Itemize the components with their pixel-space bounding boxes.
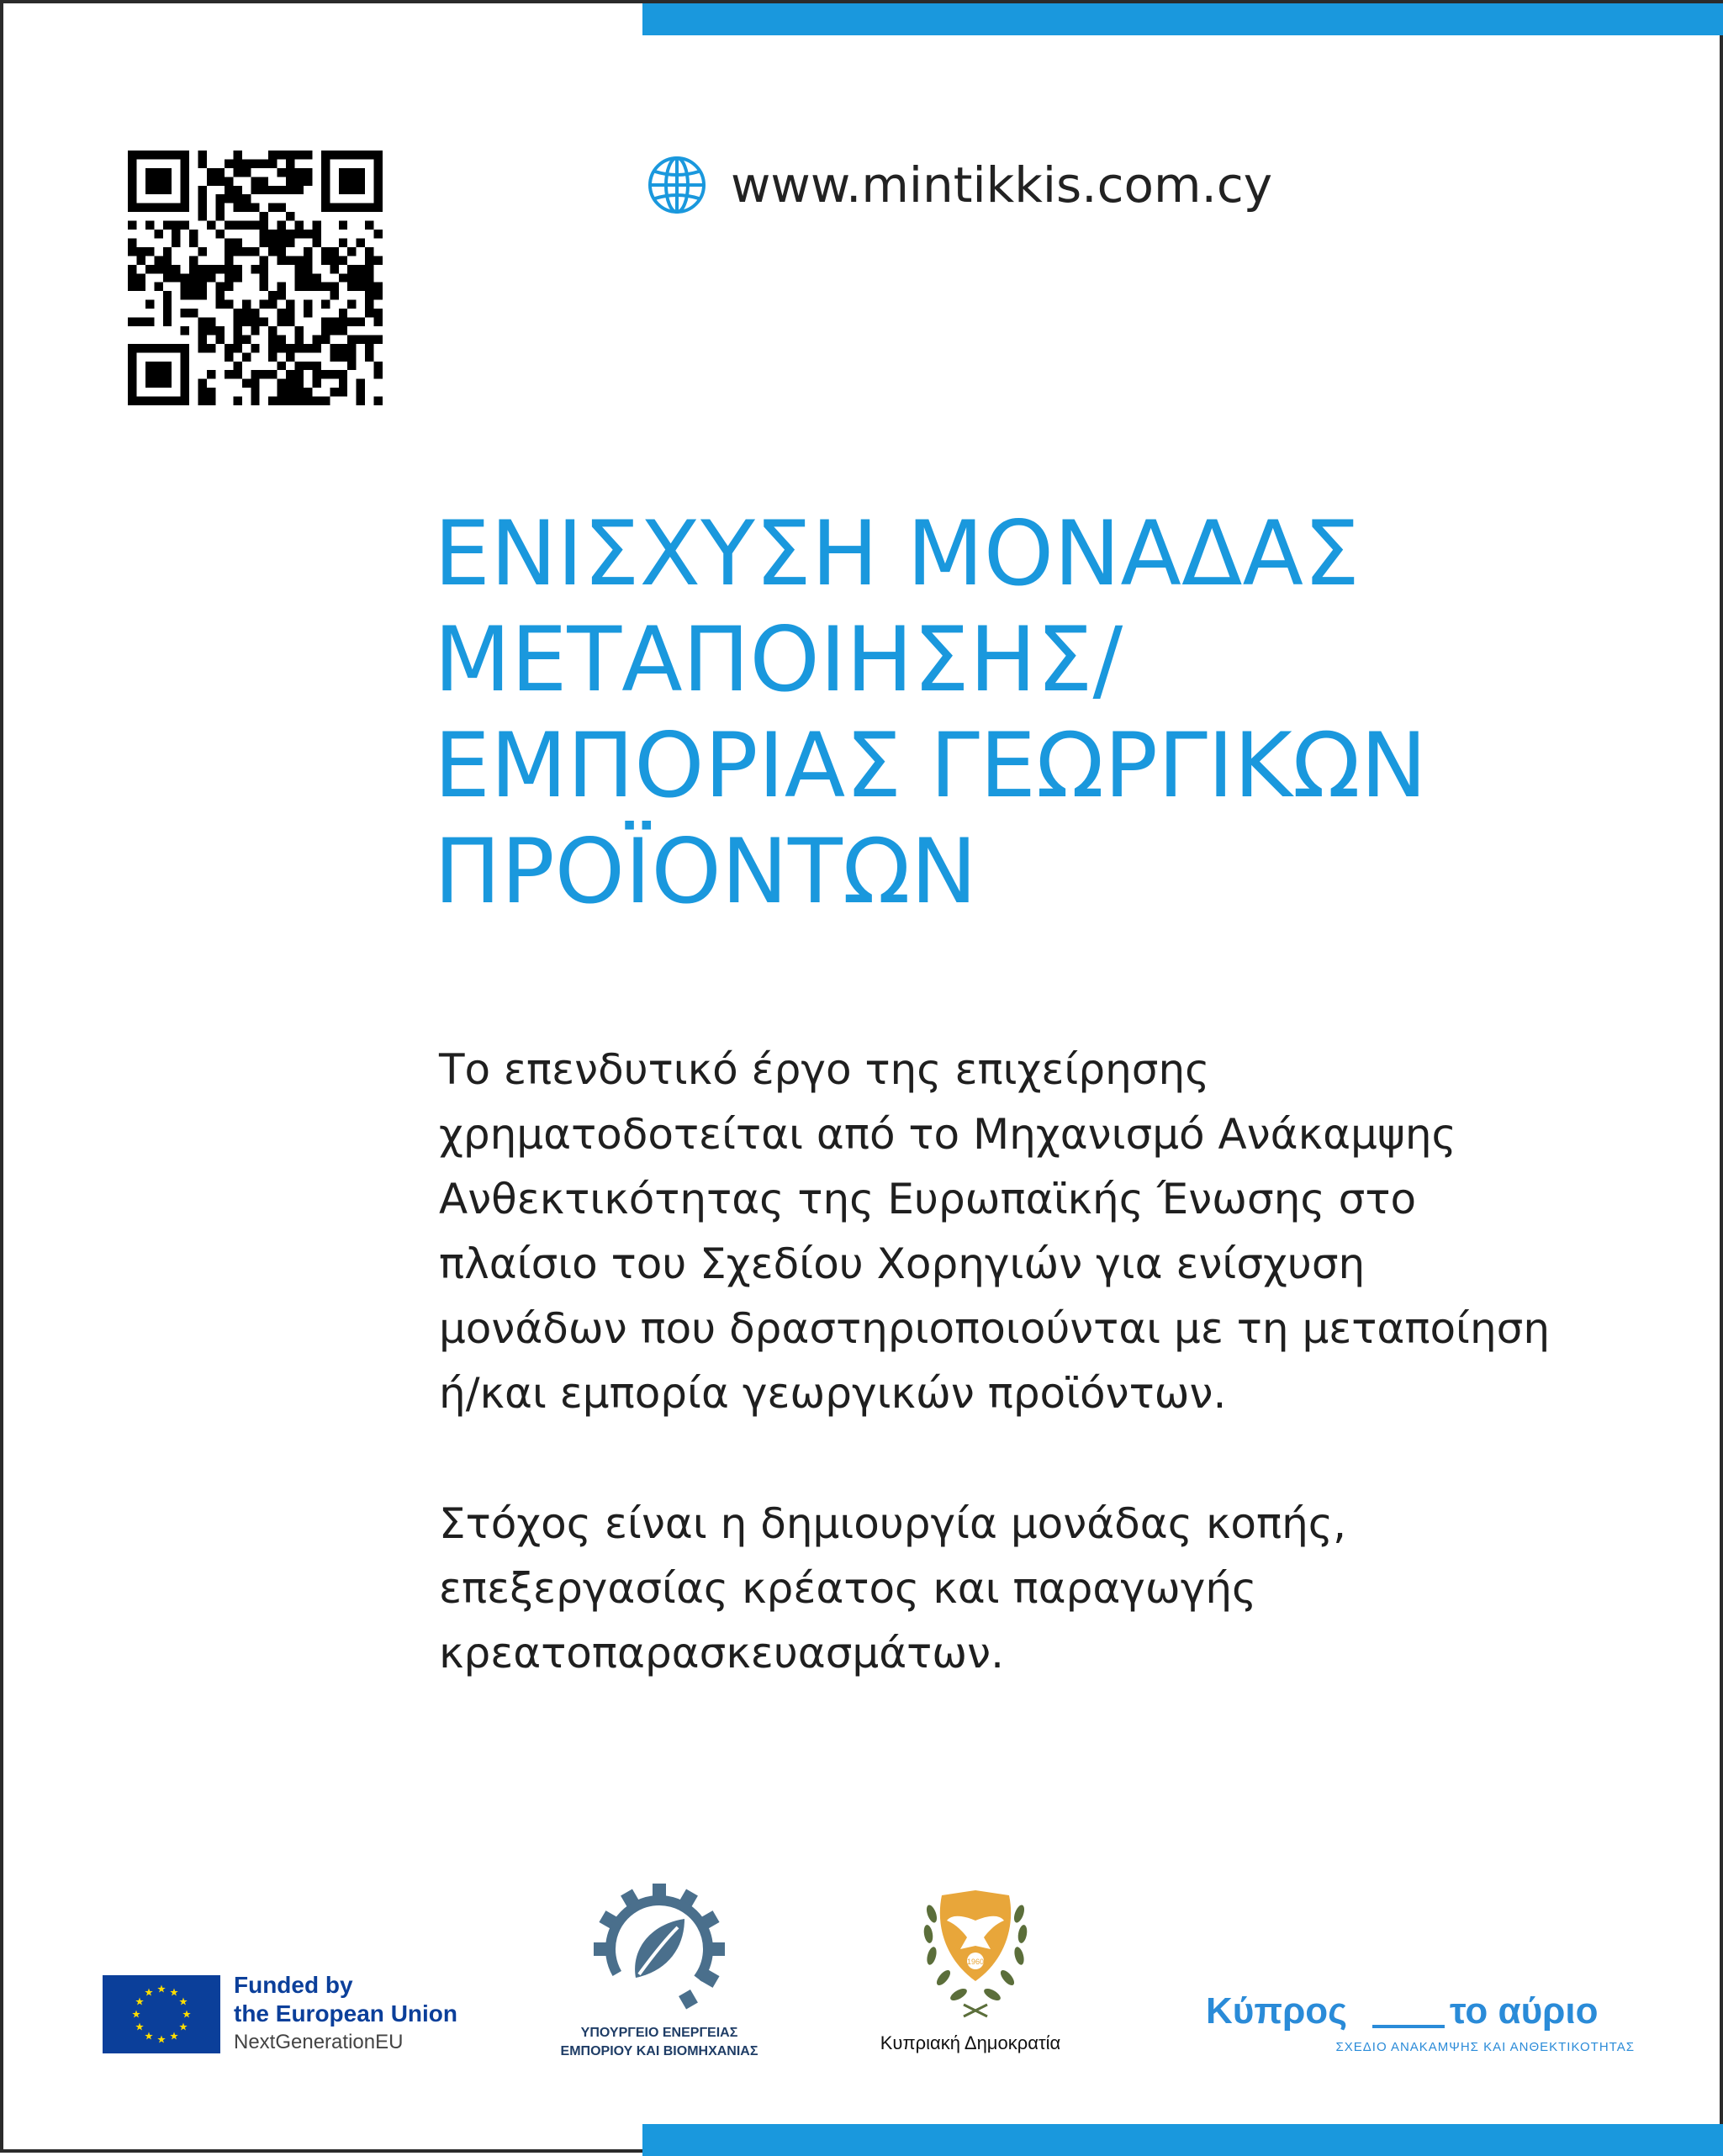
title-line: ΕΝΙΣΧΥΣΗ ΜΟΝΑΔΑΣ bbox=[434, 502, 1360, 605]
ministry-logo-text bbox=[525, 2024, 794, 2061]
page-title bbox=[434, 501, 1678, 925]
text-line: ή/και εμπορία γεωργικών προϊόντων. bbox=[439, 1369, 1227, 1418]
eu-flag-icon bbox=[103, 1975, 220, 2053]
cyprus-republic-label: Κυπριακή Δημοκρατία bbox=[880, 2032, 1061, 2053]
cyprus-crest-icon bbox=[913, 1877, 1038, 2028]
qr-code[interactable] bbox=[128, 151, 383, 405]
kypros-to-avrio-logo bbox=[1206, 1988, 1635, 2054]
crest-year: 1960 bbox=[966, 1958, 985, 1966]
to-avrio-label: το αύριο bbox=[1450, 1990, 1599, 2032]
eu-nextgen-label: NextGenerationEU bbox=[234, 2031, 404, 2053]
text-line: Στόχος είναι η δημιουργία μονάδας κοπής, bbox=[439, 1499, 1347, 1548]
recovery-plan-subtitle: ΣΧΕΔΙΟ ΑΝΑΚΑΜΨΗΣ ΚΑΙ ΑΝΘΕΚΤΙΚΟΤΗΤΑΣ bbox=[1335, 2040, 1635, 2054]
kypros-label: Κύπρος bbox=[1206, 1990, 1348, 2032]
text-line: χρηματοδοτείται από το Μηχανισμό Ανάκαμψης bbox=[439, 1110, 1456, 1159]
title-line: ΠΡΟΪΟΝΤΩΝ bbox=[434, 820, 978, 923]
website-url[interactable]: www.mintikkis.com.cy bbox=[731, 156, 1273, 214]
text-line: μονάδων που δραστηριοποιούνται με τη μεταποίηση bbox=[439, 1304, 1551, 1353]
text-line: Το επενδυτικό έργο της επιχείρησης bbox=[439, 1045, 1210, 1094]
eu-funded-line1: Funded by bbox=[234, 1972, 353, 1998]
goal-paragraph bbox=[439, 1492, 1683, 1686]
globe-icon bbox=[647, 155, 707, 215]
description-paragraph bbox=[439, 1038, 1683, 1426]
top-accent-bar bbox=[642, 3, 1723, 35]
text-line: κρεατοπαρασκευασμάτων. bbox=[439, 1629, 1004, 1678]
text-line: Ανθεκτικότητας της Ευρωπαϊκής Ένωσης στο bbox=[439, 1175, 1417, 1223]
eu-funding-logo bbox=[234, 1971, 457, 2057]
ministry-gear-leaf-icon bbox=[590, 1880, 728, 2018]
bottom-accent-bar bbox=[642, 2124, 1723, 2156]
eu-funded-line2: the European Union bbox=[234, 2000, 457, 2027]
text-line: πλαίσιο του Σχεδίου Χορηγιών για ενίσχυση bbox=[439, 1239, 1366, 1288]
ministry-line2: ΕΜΠΟΡΙΟΥ ΚΑΙ ΒΙΟΜΗΧΑΝΙΑΣ bbox=[560, 2044, 758, 2058]
title-line: ΜΕΤΑΠΟΙΗΣΗΣ/ bbox=[434, 608, 1123, 711]
kypros-connector-line bbox=[1372, 2025, 1445, 2028]
ministry-line1: ΥΠΟΥΡΓΕΙΟ ΕΝΕΡΓΕΙΑΣ bbox=[580, 2026, 738, 2040]
text-line: επεξεργασίας κρέατος και παραγωγής bbox=[439, 1564, 1257, 1613]
title-line: ΕΜΠΟΡΙΑΣ ΓΕΩΡΓΙΚΩΝ bbox=[434, 714, 1428, 817]
